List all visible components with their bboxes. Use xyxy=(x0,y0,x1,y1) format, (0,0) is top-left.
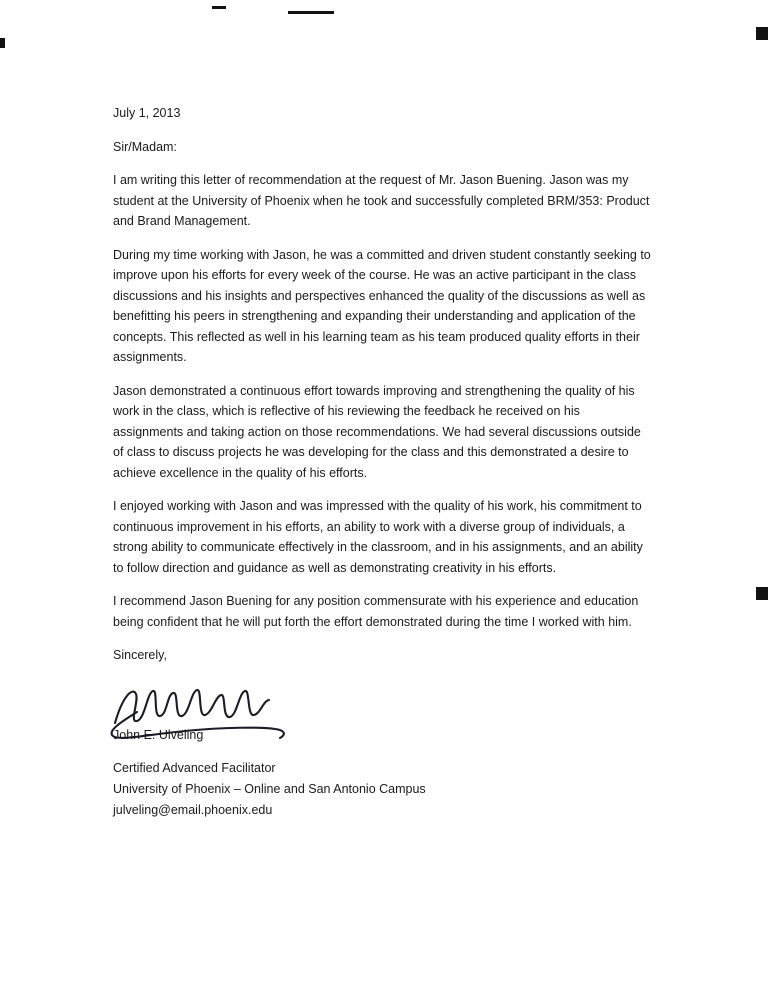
scan-artifact-top-dash-1 xyxy=(212,6,226,9)
letter-date: July 1, 2013 xyxy=(113,106,181,120)
signer-name: John E. Ulveling xyxy=(113,727,204,742)
letter-paragraph-1: I am writing this letter of recommendation at the request of Mr. Jason Buening. Jason was my student at the University of Phoenix when he took and successfully completed BRM/353: Product and Brand Management. xyxy=(113,173,650,228)
signer-email: julveling@email.phoenix.edu xyxy=(113,803,273,817)
letter-paragraph-4: I enjoyed working with Jason and was impressed with the quality of his work, his commitment to continuous improvement in his efforts, an ability to work with a diverse group of individuals, a strong ability to communicate effectively in the classroom, and in his assignments, and an ability to follow direction and guidance as well as demonstrating creativity in his efforts. xyxy=(113,499,643,575)
scan-artifact-right-notch-2 xyxy=(756,587,768,600)
scan-artifact-top-dash-2 xyxy=(288,11,334,14)
letter-closing: Sincerely, xyxy=(113,648,167,662)
signer-block xyxy=(113,758,653,821)
letter-paragraph-2: During my time working with Jason, he was a committed and driven student constantly seeking to improve upon his efforts for every week of the course. He was an active participant in the class discussions and his insights and perspectives enhanced the quality of the discussions as well as benefitting his peers in strengthening and expanding their understanding and application of the concepts. This reflected as well in his learning team as his team produced quality efforts in their assignments. xyxy=(113,247,651,364)
letter-salutation: Sir/Madam: xyxy=(113,139,177,154)
signer-title: Certified Advanced Facilitator xyxy=(113,761,276,775)
scan-artifact-right-notch-1 xyxy=(756,27,768,40)
scan-artifact-left-notch xyxy=(0,38,5,48)
letter-paragraph-3: Jason demonstrated a continuous effort towards improving and strengthening the quality of his work in the class, which is reflective of his reviewing the feedback he received on his assignments and taking action on those recommendations. We had several discussions outside of class to discuss projects he was developing for the class and this demonstrated a desire to achieve excellence in the quality of his efforts. xyxy=(113,383,641,480)
letter-paragraph-5: I recommend Jason Buening for any position commensurate with his experience and education being confident that he will put forth the effort demonstrated during the time I worked with him. xyxy=(113,594,639,629)
signer-organization: University of Phoenix – Online and San Antonio Campus xyxy=(113,782,426,796)
letter-body xyxy=(113,103,653,821)
